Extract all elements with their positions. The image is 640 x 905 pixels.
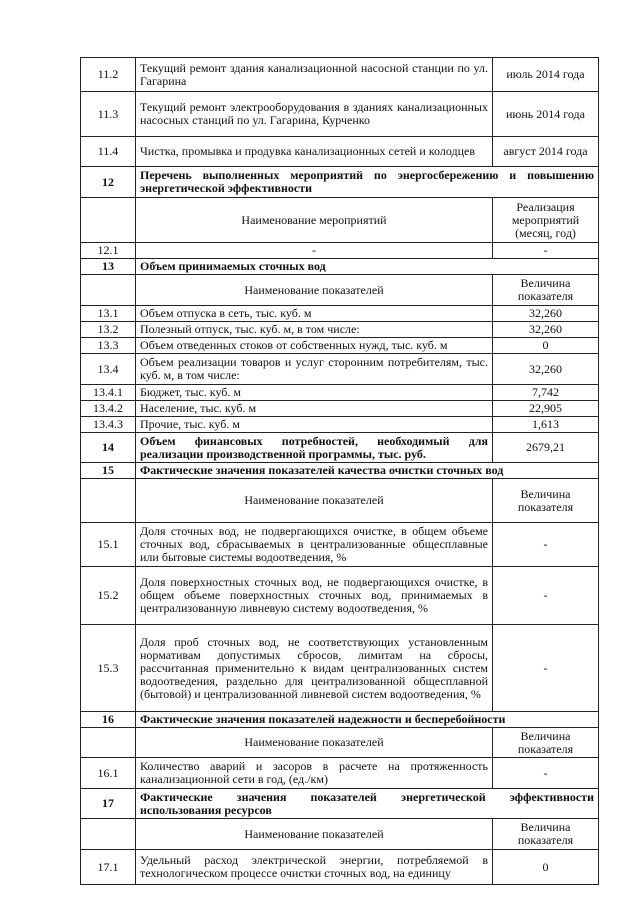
section-row: [81, 259, 599, 275]
column-header-row: [81, 728, 599, 758]
document-page: [80, 57, 598, 885]
row-description: Доля сточных вод, не подвергающихся очистке, в общем объеме сточных вод, сбрасываемых в централизованные общесплавные или бытовые системы водоотведения, %: [136, 523, 493, 567]
table-row: [81, 850, 599, 885]
row-description: Население, тыс. куб. м: [136, 401, 493, 417]
row-description: Чистка, промывка и продувка канализационных сетей и колодцев: [136, 137, 493, 167]
table-row: [81, 433, 599, 463]
table-row: [81, 322, 599, 338]
column-header-row: [81, 198, 599, 243]
table-row: [81, 58, 599, 92]
section-title: Фактические значения показателей качества очистки сточных вод: [136, 463, 599, 479]
row-description: Объем финансовых потребностей, необходимый для реализации производственной программы, тыс. руб.: [136, 433, 493, 463]
row-number: 16: [81, 712, 136, 728]
section-title: Фактические значения показателей энергетической эффективности использования ресурсов: [136, 789, 599, 819]
row-description: Полезный отпуск, тыс. куб. м, в том числе:: [136, 322, 493, 338]
row-number: 13.4: [81, 354, 136, 385]
row-number: 17.1: [81, 850, 136, 885]
column-header-row: [81, 819, 599, 850]
row-number: 13.1: [81, 306, 136, 322]
row-value: 32,260: [493, 354, 599, 385]
column-header-row: [81, 479, 599, 523]
row-description: Текущий ремонт здания канализационной насосной станции по ул. Гагарина: [136, 58, 493, 92]
row-number: 13: [81, 259, 136, 275]
row-number: 15: [81, 463, 136, 479]
row-number: 11.3: [81, 92, 136, 137]
row-value: -: [493, 625, 599, 712]
table-row: [81, 625, 599, 712]
row-number: 16.1: [81, 758, 136, 789]
table-row: [81, 385, 599, 401]
table-row: [81, 338, 599, 354]
row-description: Доля проб сточных вод, не соответствующих установленным нормативам допустимых сбросов, лимитам на сбросы, рассчитанная применительно к видам централизованных систем водоотведения, раздельно для централизованной общесплавной (бытовой) и централизованной ливневой систем водоотведения, %: [136, 625, 493, 712]
row-value: 2679,21: [493, 433, 599, 463]
table-row: [81, 137, 599, 167]
row-value: -: [493, 758, 599, 789]
row-value: август 2014 года: [493, 137, 599, 167]
table-row: [81, 417, 599, 433]
row-description: Удельный расход электрической энергии, потребляемой в технологическом процессе очистки сточных вод, на единицу: [136, 850, 493, 885]
column-header-name: Наименование мероприятий: [136, 198, 493, 243]
column-header-value: Величина показателя: [493, 479, 599, 523]
row-description: Объем реализации товаров и услуг сторонним потребителям, тыс. куб. м, в том числе:: [136, 354, 493, 385]
table-row: [81, 243, 599, 259]
column-header-name: Наименование показателей: [136, 479, 493, 523]
row-number: 15.1: [81, 523, 136, 567]
section-row: [81, 789, 599, 819]
row-value: 32,260: [493, 306, 599, 322]
section-title: Фактические значения показателей надежности и бесперебойности: [136, 712, 599, 728]
row-number: 13.4.3: [81, 417, 136, 433]
table-row: [81, 354, 599, 385]
row-description: -: [136, 243, 493, 259]
row-value: 0: [493, 338, 599, 354]
row-number: 14: [81, 433, 136, 463]
column-header-name: Наименование показателей: [136, 275, 493, 306]
row-value: июнь 2014 года: [493, 92, 599, 137]
row-number: 13.4.2: [81, 401, 136, 417]
indicators-table: [80, 57, 599, 885]
row-value: 1,613: [493, 417, 599, 433]
table-row: [81, 306, 599, 322]
column-header-name: Наименование показателей: [136, 728, 493, 758]
column-header-name: Наименование показателей: [136, 819, 493, 850]
section-row: [81, 463, 599, 479]
row-number: 15.2: [81, 567, 136, 625]
table-row: [81, 92, 599, 137]
section-row: [81, 712, 599, 728]
row-description: Текущий ремонт электрооборудования в зданиях канализационных насосных станций по ул. Гагарина, Курченко: [136, 92, 493, 137]
section-title: Перечень выполненных мероприятий по энергосбережению и повышению энергетической эффективности: [136, 167, 599, 198]
table-row: [81, 567, 599, 625]
row-number: 11.4: [81, 137, 136, 167]
table-row: [81, 401, 599, 417]
row-number: 12.1: [81, 243, 136, 259]
row-value: 7,742: [493, 385, 599, 401]
column-header-row: [81, 275, 599, 306]
row-description: Доля поверхностных сточных вод, не подвергающихся очистке, в общем объеме поверхностных сточных вод, принимаемых в централизованную ливневую систему водоотведения, %: [136, 567, 493, 625]
row-value: -: [493, 523, 599, 567]
row-description: Прочие, тыс. куб. м: [136, 417, 493, 433]
row-value: 22,905: [493, 401, 599, 417]
row-number: 11.2: [81, 58, 136, 92]
row-value: -: [493, 567, 599, 625]
row-number: 13.3: [81, 338, 136, 354]
empty-cell: [81, 198, 136, 243]
row-value: 0: [493, 850, 599, 885]
column-header-value: Величина показателя: [493, 728, 599, 758]
column-header-value: Величина показателя: [493, 819, 599, 850]
row-number: 13.4.1: [81, 385, 136, 401]
empty-cell: [81, 819, 136, 850]
row-description: Количество аварий и засоров в расчете на протяженность канализационной сети в год, (ед./км): [136, 758, 493, 789]
table-row: [81, 523, 599, 567]
row-value: -: [493, 243, 599, 259]
indicators-table-body: [81, 58, 599, 885]
row-number: 15.3: [81, 625, 136, 712]
empty-cell: [81, 728, 136, 758]
empty-cell: [81, 479, 136, 523]
row-number: 13.2: [81, 322, 136, 338]
column-header-value: Величина показателя: [493, 275, 599, 306]
row-number: 17: [81, 789, 136, 819]
section-title: Объем принимаемых сточных вод: [136, 259, 599, 275]
column-header-value: Реализация мероприятий (месяц, год): [493, 198, 599, 243]
row-description: Объем отведенных стоков от собственных нужд, тыс. куб. м: [136, 338, 493, 354]
empty-cell: [81, 275, 136, 306]
row-number: 12: [81, 167, 136, 198]
table-row: [81, 758, 599, 789]
row-value: 32,260: [493, 322, 599, 338]
row-description: Объем отпуска в сеть, тыс. куб. м: [136, 306, 493, 322]
row-description: Бюджет, тыс. куб. м: [136, 385, 493, 401]
section-row: [81, 167, 599, 198]
row-value: июль 2014 года: [493, 58, 599, 92]
